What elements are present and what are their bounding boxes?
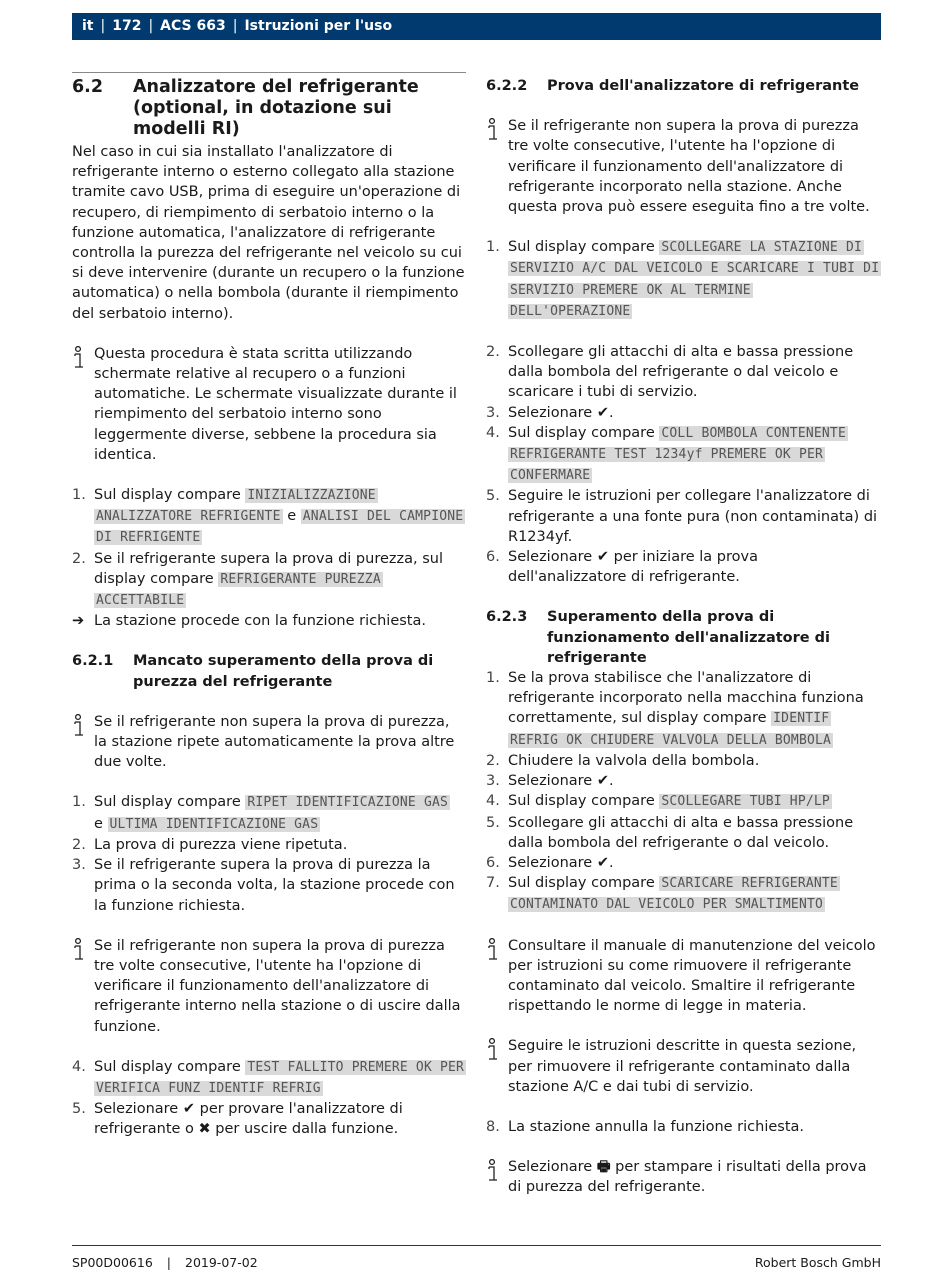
section-6-2-2-steps (486, 237, 880, 322)
list-item: 3. Selezionare ✔. (486, 773, 614, 790)
info-icon (486, 1159, 500, 1183)
company-name: Robert Bosch GmbH (754, 1255, 881, 1270)
section-6-2-steps (72, 485, 466, 611)
display-message: SCARICARE REFRIGERANTE CONTAMINATO DAL VEICOLO PER SMALTIMENTO (510, 876, 838, 913)
list-item: 4. Sul display compare COLL BOMBOLA CONTENENTE REFRIGERANTE TEST 1234yf PREMERE OK PER CONFERMARE (486, 424, 846, 484)
section-6-2-1-steps (72, 792, 466, 915)
info-note: Consultare il manuale di manutenzione del veicolo per istruzioni su come rimuovere il refrigerante contaminato dal veicolo. Smaltire il refrigerante rispettando le norme di legge in materia. (486, 936, 880, 1017)
info-note: Se il refrigerante non supera la prova di purezza tre volte consecutive, l'utente ha l'opzione di verificare il funzionamento dell'analizzatore di refrigerante interno nella stazione o di uscire dalla funzione. (72, 936, 466, 1037)
display-message: IDENTIF REFRIG OK CHIUDERE VALVOLA DELLA BOMBOLA (510, 711, 832, 748)
info-icon (486, 118, 500, 142)
cross-icon: ✖ (198, 1121, 211, 1138)
section-6-2-3-steps-b (486, 1117, 880, 1137)
header-model: ACS 663 (160, 18, 226, 34)
left-column (72, 72, 466, 1140)
list-item: 6. Selezionare ✔ per iniziare la prova dell'analizzatore di refrigerante. (486, 549, 758, 586)
list-item: 4. Sul display compare SCOLLEGARE TUBI HP/LP (486, 793, 830, 810)
display-message: ANALISI DEL CAMPIONE DI REFRIGENTE (96, 509, 464, 546)
doc-code: SP00D00616 (72, 1255, 153, 1270)
list-item: 1. Se la prova stabilisce che l'analizzatore di refrigerante incorporato nella macchina funziona correttamente, sul display compare IDENTIF REFRIG OK CHIUDERE VALVOLA DELLA BOMBOLA (486, 670, 864, 748)
section-6-2-3-heading: 6.2.3 Superamento della prova di funzionamento dell'analizzatore di refrigerante (486, 609, 831, 666)
check-icon: ✔ (596, 854, 609, 871)
header-page: 172 (112, 18, 142, 34)
page-header: it | 172 | ACS 663 | Istruzioni per l'uso (72, 13, 881, 40)
list-item: 4. Sul display compare TEST FALLITO PREMERE OK PER VERIFICA FUNZ IDENTIF REFRIG (72, 1058, 465, 1096)
display-message: COLL BOMBOLA CONTENENTE REFRIGERANTE TEST 1234yf PREMERE OK PER CONFERMARE (510, 425, 846, 484)
list-item: 5. Scollegare gli attacchi di alta e bassa pressione dalla bombola del refrigerante o dal veicolo. (486, 814, 854, 851)
list-item: 6. Selezionare ✔. (486, 854, 614, 871)
section-6-2-3-steps (486, 668, 880, 915)
section-6-2-heading: 6.2 Analizzatore del refrigerante (optional, in dotazione sui modelli RI) (72, 77, 419, 139)
check-icon: ✔ (596, 549, 609, 566)
result-line: ➔ La stazione procede con la funzione richiesta. (72, 611, 466, 631)
check-icon: ✔ (596, 773, 609, 790)
list-item: 8. La stazione annulla la funzione richiesta. (486, 1118, 805, 1135)
info-icon (72, 714, 86, 738)
display-message: RIPET IDENTIFICAZIONE GAS (247, 795, 449, 811)
info-icon (486, 1038, 500, 1062)
info-note: Selezionare 🖶 per stampare i risultati della prova di purezza del refrigerante. (486, 1157, 880, 1197)
check-icon: ✔ (182, 1101, 195, 1118)
section-6-2-2-steps-b (486, 342, 880, 587)
section-6-2-1-steps-b (72, 1057, 466, 1140)
display-message: REFRIGERANTE PUREZZA ACCETTABILE (96, 571, 381, 609)
display-message: SCOLLEGARE LA STAZIONE DI SERVIZIO A/C DAL VEICOLO E SCARICARE I TUBI DI SERVIZIO PREMERE OK AL TERMINE DELL'OPERAZIONE (510, 240, 880, 319)
list-item: 2. Chiudere la valvola della bombola. (486, 752, 760, 769)
printer-icon: 🖶 (596, 1159, 611, 1176)
display-message: INIZIALIZZAZIONE ANALIZZATORE REFRIGENTE (96, 488, 376, 525)
list-item: 1. Sul display compare RIPET IDENTIFICAZIONE GAS e ULTIMA IDENTIFICAZIONE GAS (72, 794, 449, 832)
list-item: 2. Se il refrigerante supera la prova di purezza, sul display compare REFRIGERANTE PUREZZA ACCETTABILE (72, 550, 443, 609)
list-item: 5. Selezionare ✔ per provare l'analizzatore di refrigerante o ✖ per uscire dalla funzione. (72, 1101, 403, 1138)
list-item: 2. Scollegare gli attacchi di alta e bassa pressione dalla bombola del refrigerante o dal veicolo e scaricare i tubi di servizio. (486, 344, 854, 401)
section-6-2-1-heading: 6.2.1 Mancato superamento della prova di purezza del refrigerante (72, 653, 434, 690)
page-footer: SP00D00616 | 2019-07-02 Robert Bosch GmbH (72, 1245, 881, 1270)
list-item: 1. Sul display compare INIZIALIZZAZIONE ANALIZZATORE REFRIGENTE e ANALISI DEL CAMPIONE DI REFRIGENTE (72, 487, 464, 546)
arrow-icon: ➔ (72, 613, 85, 630)
section-6-2-intro: Nel caso in cui sia installato l'analizzatore di refrigerante interno o esterno collegato alla stazione tramite cavo USB, prima di eseguire un'operazione di recupero, di riempimento di serbatoio interno o la funzione automatica, l'analizzatore di refrigerante controlla la purezza del refrigerante nel veicolo su cui si deve intervenire (durante un recupero o la funzione automatica) o nella bombola (durante il riempimento del serbatoio interno). (72, 144, 465, 322)
display-message: SCOLLEGARE TUBI HP/LP (661, 794, 830, 810)
display-message: TEST FALLITO PREMERE OK PER VERIFICA FUNZ IDENTIF REFRIG (96, 1059, 465, 1096)
info-note: Questa procedura è stata scritta utilizzando schermate relative al recupero o a funzioni automatiche. Le schermate visualizzate durante il riempimento del serbatoio interno sono leggermente diverse, sebbene la procedura sia identica. (72, 344, 466, 465)
list-item: 7. Sul display compare SCARICARE REFRIGERANTE CONTAMINATO DAL VEICOLO PER SMALTIMENTO (486, 875, 838, 913)
info-icon (72, 346, 86, 370)
list-item: 5. Seguire le istruzioni per collegare l'analizzatore di refrigerante a una fonte pura (non contaminata) di R1234yf. (486, 488, 878, 545)
check-icon: ✔ (596, 404, 609, 421)
info-note: Seguire le istruzioni descritte in questa sezione, per rimuovere il refrigerante contaminato dalla stazione A/C e dai tubi di servizio. (486, 1036, 880, 1097)
header-doc: Istruzioni per l'uso (244, 18, 393, 34)
info-note: Se il refrigerante non supera la prova di purezza, la stazione ripete automaticamente la prova altre due volte. (72, 712, 466, 773)
list-item: 3. Se il refrigerante supera la prova di purezza la prima o la seconda volta, la stazione procede con la funzione richiesta. (72, 857, 455, 914)
header-lang: it (82, 18, 94, 34)
doc-date: 2019-07-02 (185, 1255, 258, 1270)
right-column (486, 76, 880, 1218)
list-item: 1. Sul display compare SCOLLEGARE LA STAZIONE DI SERVIZIO A/C DAL VEICOLO E SCARICARE I TUBI DI SERVIZIO PREMERE OK AL TERMINE DELL'OPERAZIONE (486, 239, 880, 319)
section-6-2-2-heading: 6.2.2 Prova dell'analizzatore di refrigerante (486, 78, 860, 94)
list-item: 2. La prova di purezza viene ripetuta. (72, 836, 348, 853)
display-message: ULTIMA IDENTIFICAZIONE GAS (109, 816, 319, 832)
info-icon (486, 938, 500, 962)
info-note: Se il refrigerante non supera la prova di purezza tre volte consecutive, l'utente ha l'opzione di verificare il funzionamento dell'analizzatore di refrigerante incorporato nella stazione. Anche questa prova può essere eseguita fino a tre volte. (486, 116, 880, 217)
list-item: 3. Selezionare ✔. (486, 404, 614, 421)
info-icon (72, 938, 86, 962)
